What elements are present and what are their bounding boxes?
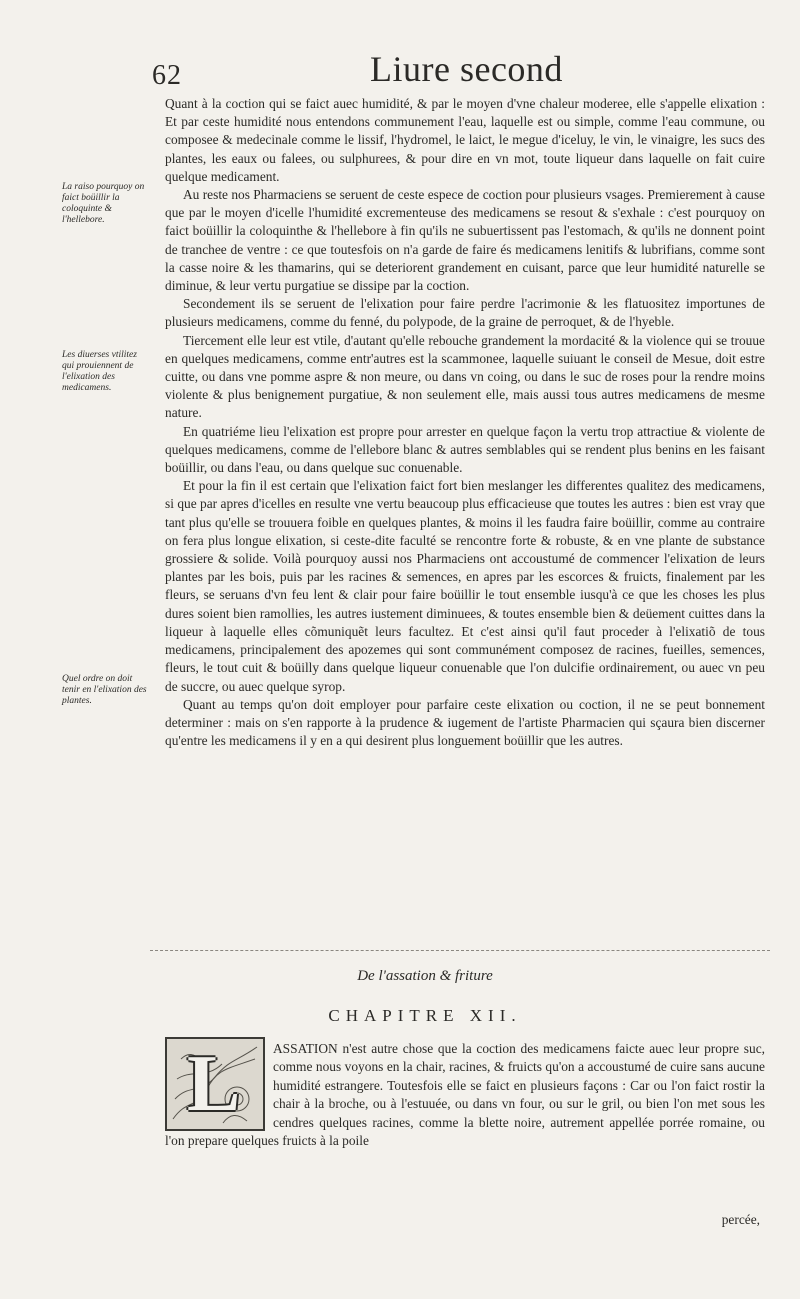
catchword: percée,: [721, 1212, 760, 1227]
paragraph-5: En quatriéme lieu l'elixation est propre pour arrester en quelque façon la vertu trop attractiue & violente de quelques medicamens, comme de l'ellebore blanc & autres semblables qui se rendent plus benins en les faisant boüillir, ou dans l'eau, ou dans quelque suc conuenable.: [165, 423, 765, 476]
page-number: 62: [152, 60, 182, 91]
margin-note-2: Les diuerses vtilitez qui prouiennent de l'elixation des medicamens.: [62, 350, 137, 393]
chapter-subtitle: De l'assation & friture: [357, 968, 493, 984]
paragraph-7: Quant au temps qu'on doit employer pour parfaire ceste elixation ou coction, il ne se peut bonnement determiner : mais on s'en rapporte à la prudence & iugement de l'artiste Pharmacien qui sçaura bien discerner qu'entre les medicamens il y en a qui desirent plus longuement boüillir que les autres.: [165, 696, 765, 749]
paragraph-6: Et pour la fin il est certain que l'elixation faict fort bien meslanger les differentes qualitez des medicamens, si que par apres d'icelles en resulte vne vertu beaucoup plus efficacieuse que toutes les autres : bien est vray que tant plus qu'elle se trouuera foible en quelques plantes, & moins il les faudra faire boüillir, comme au contraire on fera plus longue elixation, si ceste-dite faculté se rencontre forte & robuste, & en vne plante de substance grossiere & solide. Voilà pourquoy aussi nos Pharmaciens ont accoustumé de commencer l'elixation de leurs plantes par les bois, puis par les racines & semences, en apres par les escorces & fruicts, finalement par les fleurs, se seruans d'vn feu lent & clair pour faire boüillir le tout ensemble iusqu'à ce que les choses les plus dures soient bien ramollies, les autres iustement diminuees, & toutes ensemble bien & deüement cuittes dans la liqueur à laquelle elles cõmuniquẽt leurs facultez. Et c'est ainsi qu'il faut proceder à l'elixatiõ de tous medicamens, principalement des apozemes qui sont communément composez de racines, fueilles, semences, fleurs, le tout cuit & boüilly dans quelque liqueur conuenable que l'on dulcifie ordinairement, ou auec vn peu de succre, ou auec quelque syrop.: [165, 478, 765, 694]
paragraph-1: Quant à la coction qui se faict auec humidité, & par le moyen d'vne chaleur moderee, elle s'appelle elixation : Et par ceste humidité nous entendons communement l'eau, laquelle est ou simple, comme l'eau commune, ou composee & medecinale comme le lissif, l'hydromel, le laict, le megue d'iceluy, le vin, le vinaigre, les sucs des plantes, les eaux ou falees, ou sulphurees, & pour dire en vn mot, toute liqueur dans laquelle on fait cuire quelque medicament.: [165, 96, 765, 184]
paragraph-2: Au reste nos Pharmaciens se seruent de ceste espece de coction pour plusieurs vsages. Premierement à cause que par le moyen d'icelle l'humidité excrementeuse des medicamens se resout & s'exhale : c'est pourquoy on faict boüillir la coloquinthe & l'hellebore à fin qu'ils ne subuertissent pas l'estomach, & qu'ils ne donnent point de tranchee de ventre : ce que toutesfois on n'a garde de faire és medicamens lenitifs & lubrifians, comme sont la casse noire & les thamarins, qui se deteriorent grandement en cuisant, parce que leur humidité naturelle se diminue, & leur vertu purgatiue se dissipe par la coction.: [165, 187, 765, 294]
running-title: Liure second: [370, 49, 563, 89]
paragraph-3: Secondement ils se seruent de l'elixation pour faire perdre l'acrimonie & les flatuositez importunes de plusieurs medicamens, comme du fenné, du polypode, de la graine de perroquet, & de l'hyeble.: [165, 296, 765, 330]
chapter-text-block: [165, 1040, 765, 1150]
margin-note-1: La raiso pourquoy on faict boüillir la coloquinte & l'hellebore.: [62, 182, 145, 225]
initial-letter: L: [187, 1040, 241, 1128]
chapter-paragraph: ASSATION n'est autre chose que la coction des medicamens faicte auec leur propre suc, comme nous voyons en la chair, racines, & fruicts qu'on a accoustumé de cuire sans aucune humidité estrangere. Toutesfois elle se faict en plusieurs façons : Car ou l'on faict rostir la chair à la broche, ou à l'estuuée, ou dans vn four, ou sur le gril, ou bien l'on met sous les cendres quelques racines, comme la blette noire, autrement appellée porrée romaine, ou l'on prepare quelques fruicts à la poile: [165, 1041, 765, 1149]
chapter-heading: CHAPITRE XII.: [328, 1006, 522, 1025]
margin-note-3: Quel ordre on doit tenir en l'elixation des plantes.: [62, 674, 147, 706]
paragraph-4: Tiercement elle leur est vtile, d'autant qu'elle rebouche grandement la mordacité & la violence qui se trouue en quelques medicamens, comme entr'autres est la scammonee, laquelle suiuant le conseil de Mesue, doit estre cuitte, ou dans vne pomme aspre & non meure, ou dans vn coing, ou dans le suc de roses pour la rendre moins violente & plus benignement purgatiue, & non seulement elle, mais aussi tous autres medicamens de mesme nature.: [165, 332, 765, 421]
section-divider: [150, 950, 770, 951]
running-head: [140, 48, 700, 94]
main-text-block: [165, 95, 765, 750]
